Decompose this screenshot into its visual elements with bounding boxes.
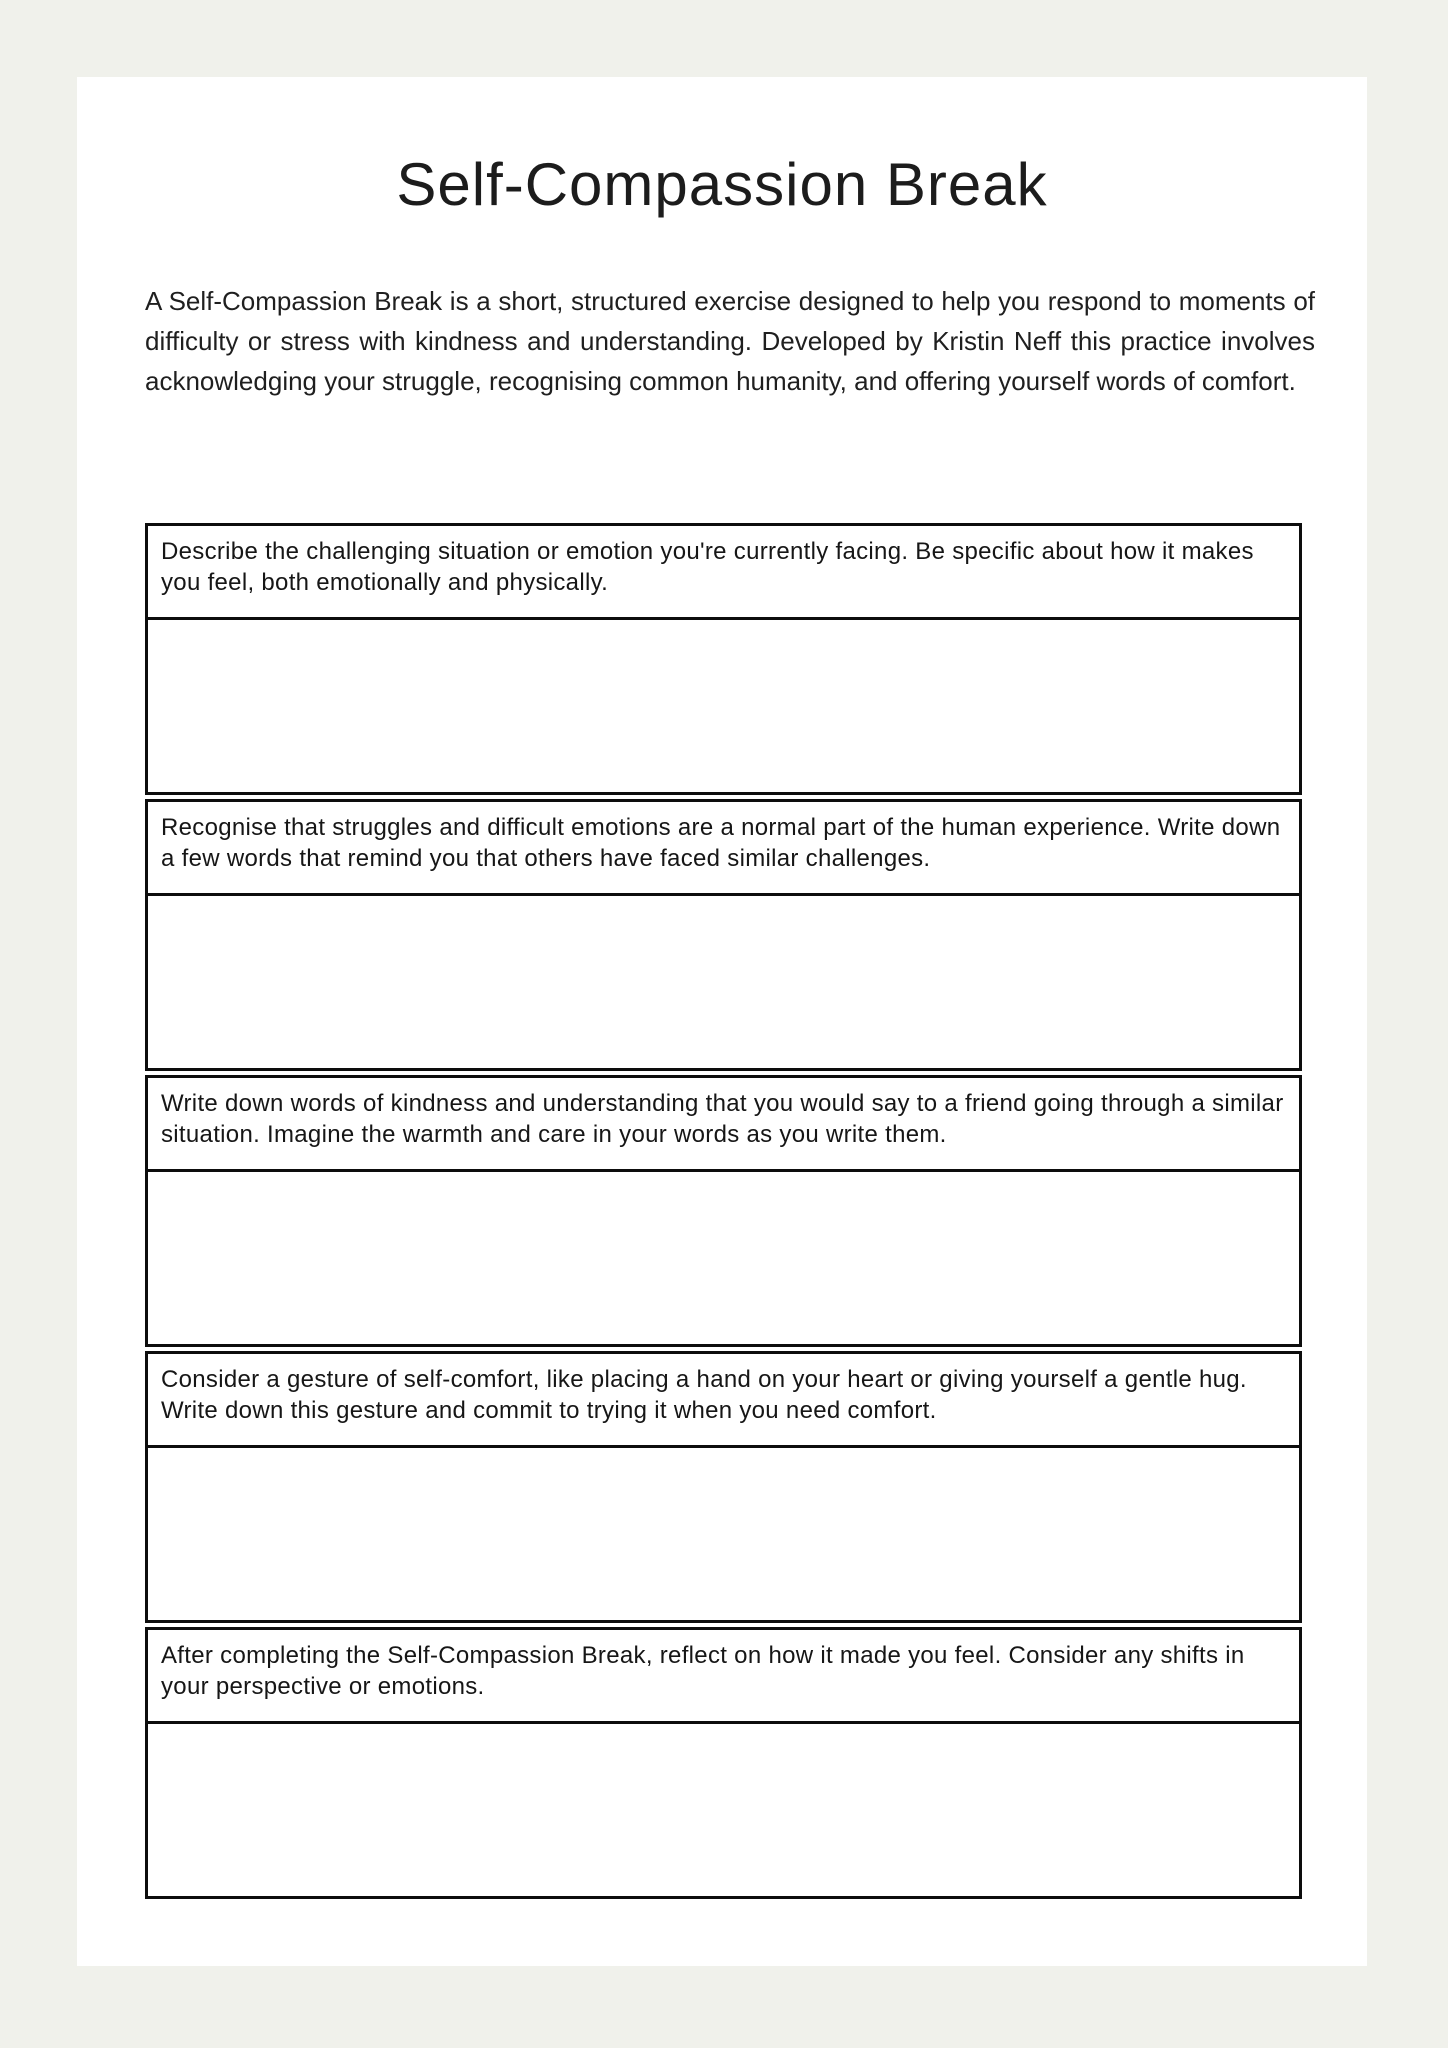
worksheet-section bbox=[145, 1627, 1302, 1899]
prompt-cell: Recognise that struggles and difficult emotions are a normal part of the human experience. Write down a few words that remind you that others have faced similar challenges. bbox=[148, 802, 1299, 896]
page-title: Self-Compassion Break bbox=[396, 151, 1048, 218]
prompt-cell: Consider a gesture of self-comfort, like placing a hand on your heart or giving yourself a gentle hug. Write down this gesture and commit to trying it when you need comfort. bbox=[148, 1354, 1299, 1448]
answer-box[interactable] bbox=[148, 1172, 1299, 1344]
answer-box[interactable] bbox=[148, 620, 1299, 792]
answer-box[interactable] bbox=[148, 896, 1299, 1068]
prompt-cell: After completing the Self-Compassion Break, reflect on how it made you feel. Consider any shifts in your perspective or emotions. bbox=[148, 1630, 1299, 1724]
answer-box[interactable] bbox=[148, 1724, 1299, 1896]
worksheet-section bbox=[145, 1075, 1302, 1347]
answer-box[interactable] bbox=[148, 1448, 1299, 1620]
sections-container bbox=[145, 523, 1302, 1903]
worksheet-section bbox=[145, 1351, 1302, 1623]
worksheet-section bbox=[145, 799, 1302, 1071]
prompt-cell: Describe the challenging situation or emotion you're currently facing. Be specific about how it makes you feel, both emotionally and physically. bbox=[148, 526, 1299, 620]
worksheet-section bbox=[145, 523, 1302, 795]
intro-paragraph: A Self-Compassion Break is a short, structured exercise designed to help you respond to moments of difficulty or stress with kindness and understanding. Developed by Kristin Neff this practice involves acknowledging your struggle, recognising common humanity, and offering yourself words of comfort. bbox=[145, 286, 1315, 396]
worksheet-page bbox=[77, 77, 1367, 1966]
prompt-cell: Write down words of kindness and understanding that you would say to a friend going through a similar situation. Imagine the warmth and care in your words as you write them. bbox=[148, 1078, 1299, 1172]
